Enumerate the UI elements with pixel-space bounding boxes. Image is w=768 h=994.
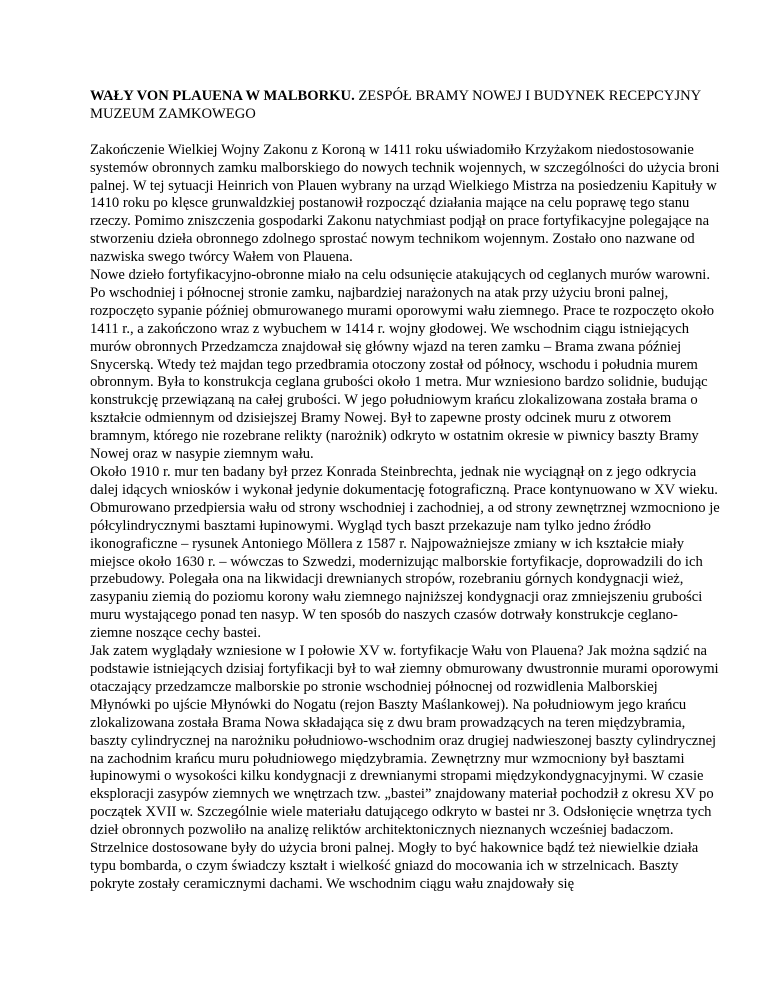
document-title-rest: ZESPÓŁ BRAMY NOWEJ I BUDYNEK RECEPCYJNY MUZEUM ZAMKOWEGO xyxy=(90,88,701,122)
document-title-bold: WAŁY VON PLAUENA W MALBORKU. xyxy=(90,88,355,104)
document-body xyxy=(90,88,720,894)
paragraph-1: Zakończenie Wielkiej Wojny Zakonu z Koroną w 1411 roku uświadomiło Krzyżakom niedostosowanie systemów obronnych zamku malborskiego do nowych technik wojennych, w szczególności do użycia broni palnej. W tej sytuacji Heinrich von Plauen wybrany na urząd Wielkiego Mistrza na posiedzeniu Kapituły w 1410 roku po klęsce grunwaldzkiej postanowił rozpocząć działania mające na celu poprawę tego stanu rzeczy. Pomimo zniszczenia gospodarki Zakonu natychmiast podjął on prace fortyfikacyjne polegające na stworzeniu dzieła obronnego zdolnego sprostać nowym technikom wojennym. Zostało ono nazwane od nazwiska swego twórcy Wałem von Plauena. xyxy=(90,141,720,266)
paragraph-4: Jak zatem wyglądały wzniesione w I połowie XV w. fortyfikacje Wału von Plauena? Jak można sądzić na podstawie istniejących dzisiaj fortyfikacji był to wał ziemny obmurowany dwustronnie murami oporowymi otaczający przedzamcze malborskie po stronie wschodniej północnej od rozwidlenia Malborskiej Młynówki po ujście Młynówki do Nogatu (rejon Baszty Maślankowej). Na południowym jego krańcu zlokalizowana została Brama Nowa składająca się z dwu bram prowadzących na teren międzybramia, baszty cylindrycznej na narożniku południowo-wschodnim oraz drugiej nadwieszonej baszty cylindrycznej na zachodnim krańcu muru południowego międzybramia. Zewnętrzny mur wzmocniony był basztami łupinowymi o wysokości kilku kondygnacji z drewnianymi stropami międzykondygnacyjnymi. W czasie eksploracji zasypów ziemnych we wnętrzach tzw. „bastei” znajdowany materiał pochodził z okresu XV po początek XVII w. Szczególnie wiele materiału datującego odkryto w bastei nr 3. Odsłonięcie wnętrza tych dzieł obronnych pozwoliło na analizę reliktów architektonicznych nieznanych wcześniej badaczom. Strzelnice dostosowane były do użycia broni palnej. Mogły to być hakownice bądź też niewielkie działa typu bombarda, o czym świadczy kształt i wielkość gniazd do mocowania ich w strzelnicach. Baszty pokryte zostały ceramicznymi dachami. We wschodnim ciągu wału znajdowały się xyxy=(90,643,719,892)
paragraph-3: Około 1910 r. mur ten badany był przez Konrada Steinbrechta, jednak nie wyciągnął on z jego odkrycia dalej idących wniosków i wykonał jedynie dokumentację fotograficzną. Prace kontynuowano w XV wieku. Obmurowano przedpiersia wału od strony wschodniej i zachodniej, a od strony zewnętrznej wzmocniono je półcylindrycznymi basztami łupinowymi. Wygląd tych baszt przekazuje nam tylko jedno źródło ikonograficzne – rysunek Antoniego Möllera z 1587 r. Najpoważniejsze zmiany w ich kształcie miały miejsce około 1630 r. – wówczas to Szwedzi, modernizując malborskie fortyfikacje, doprowadzili do ich przebudowy. Polegała ona na likwidacji drewnianych stropów, rozebraniu górnych kondygnacji wież, zasypaniu ziemią do poziomu korony wału ziemnego najniższej kondygnacji oraz zmniejszeniu grubości muru wystającego ponad ten nasyp. W ten sposób do naszych czasów dotrwały konstrukcje ceglano-ziemne noszące cechy bastei. xyxy=(90,464,720,642)
paragraph-2: Nowe dzieło fortyfikacyjno-obronne miało na celu odsunięcie atakujących od ceglanych murów warowni. Po wschodniej i północnej stronie zamku, najbardziej narażonych na atak przy użyciu broni palnej, rozpoczęto sypanie później obmurowanego murami oporowymi wału ziemnego. Prace te rozpoczęto około 1411 r., a zakończono wraz z wybuchem w 1414 r. wojny głodowej. We wschodnim ciągu istniejących murów obronnych Przedzamcza znajdował się główny wjazd na teren zamku – Brama zwana później Snycerską. Wtedy też majdan tego przedbramia otoczony został od północy, wschodu i południa murem obronnym. Była to konstrukcja ceglana grubości około 1 metra. Mur wzniesiono bardzo solidnie, budując konstrukcję przewiązaną na całej grubości. W jego południowym krańcu zlokalizowana została brama o kształcie odmiennym od dzisiejszej Bramy Nowej. Był to zapewne prosty odcinek muru z otworem bramnym, którego nie rozebrane relikty (narożnik) odkryto w ostatnim okresie w piwnicy baszty Bramy Nowej oraz w nasypie ziemnym wału. xyxy=(90,267,715,463)
document-title xyxy=(90,88,720,124)
